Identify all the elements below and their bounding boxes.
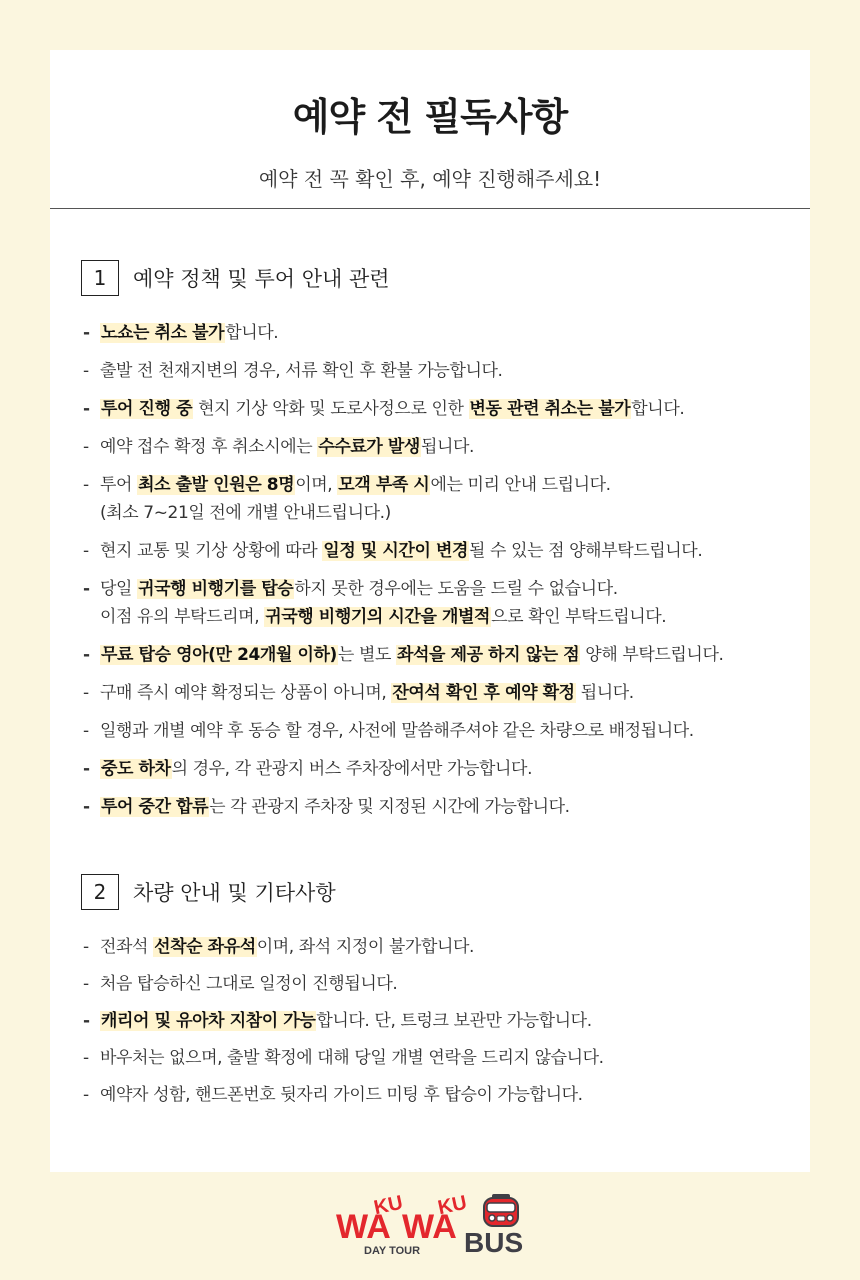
notice-item-line	[100, 641, 810, 669]
notice-text: 하지 못한 경우에는 도움을 드릴 수 없습니다.	[294, 579, 618, 599]
highlighted-text: 최소 출발 인원은 8명	[138, 475, 295, 495]
notice-item-line	[100, 793, 810, 821]
notice-item-line	[100, 537, 810, 565]
highlighted-text: 선착순 좌유석	[154, 937, 256, 957]
notice-item-line	[100, 499, 810, 527]
highlighted-text: 투어 진행 중	[101, 399, 193, 419]
notice-item-line	[100, 319, 810, 347]
bus-icon	[484, 1194, 518, 1226]
notice-text: 합니다. 단, 트렁크 보관만 가능합니다.	[316, 1011, 592, 1031]
logo-day-tour: DAY TOUR	[364, 1245, 421, 1257]
notice-item	[83, 319, 810, 347]
notice-item	[83, 1007, 810, 1035]
section-1-title: 예약 정책 및 투어 안내 관련	[133, 267, 390, 291]
section-2	[50, 873, 810, 1118]
notice-card	[50, 50, 810, 1172]
notice-text: 으로 확인 부탁드립니다.	[491, 607, 667, 627]
section-2-number: 2	[81, 874, 119, 910]
notice-item	[83, 395, 810, 423]
highlighted-text: 노쇼는 취소 불가	[101, 323, 225, 343]
notice-text: 투어	[100, 475, 138, 495]
notice-item	[83, 970, 810, 998]
notice-item-line	[100, 1007, 810, 1035]
notice-item-line	[100, 970, 810, 998]
section-2-heading	[81, 873, 810, 911]
highlighted-text: 일정 및 시간이 변경	[323, 541, 469, 561]
section-2-list	[50, 933, 810, 1109]
notice-text: 될 수 있는 점 양해부탁드립니다.	[469, 541, 703, 561]
notice-item	[83, 575, 810, 631]
notice-text: 구매 즉시 예약 확정되는 상품이 아니며,	[100, 683, 392, 703]
notice-item	[83, 1081, 810, 1109]
notice-item-line	[100, 933, 810, 961]
notice-text: 현지 교통 및 기상 상황에 따라	[100, 541, 323, 561]
wakuwaku-bus-logo	[334, 1188, 534, 1268]
notice-item-line	[100, 471, 810, 499]
page-subtitle: 예약 전 꼭 확인 후, 예약 진행해주세요!	[258, 167, 602, 191]
notice-item-line	[100, 1081, 810, 1109]
highlighted-text: 모객 부족 시	[338, 475, 430, 495]
notice-text: 일행과 개별 예약 후 동승 할 경우, 사전에 말씀해주셔야 같은 차량으로 배정됩니다.	[100, 721, 694, 741]
notice-item-line	[100, 1044, 810, 1072]
notice-text: 당일	[100, 579, 138, 599]
highlighted-text: 잔여석 확인 후 예약 확정	[392, 683, 575, 703]
notice-item-line	[100, 395, 810, 423]
notice-text: (최소 7~21일 전에 개별 안내드립니다.)	[100, 503, 391, 523]
notice-text: 이점 유의 부탁드리며,	[100, 607, 265, 627]
notice-text: 됩니다.	[575, 683, 634, 703]
notice-item	[83, 471, 810, 527]
header	[50, 50, 810, 209]
notice-text: 처음 탑승하신 그대로 일정이 진행됩니다.	[100, 974, 398, 994]
notice-item	[83, 933, 810, 961]
highlighted-text: 캐리어 및 유아차 지참이 가능	[101, 1011, 316, 1031]
section-1-list	[50, 319, 810, 821]
notice-item	[83, 755, 810, 783]
notice-item	[83, 793, 810, 821]
highlighted-text: 귀국행 비행기를 탑승	[138, 579, 294, 599]
logo-wa-2: WA	[402, 1208, 457, 1246]
highlighted-text: 무료 탑승 영아(만 24개월 이하)	[101, 645, 337, 665]
notice-text: 에는 미리 안내 드립니다.	[430, 475, 611, 495]
highlighted-text: 좌석을 제공 하지 않는 점	[397, 645, 580, 665]
notice-text: 전좌석	[100, 937, 154, 957]
notice-item	[83, 1044, 810, 1072]
logo-ku-1: KU	[371, 1191, 405, 1220]
notice-text: 바우처는 없으며, 출발 확정에 대해 당일 개별 연락을 드리지 않습니다.	[100, 1048, 604, 1068]
highlighted-text: 중도 하차	[101, 759, 171, 779]
logo-wa-1: WA	[336, 1208, 391, 1246]
notice-item	[83, 679, 810, 707]
notice-item	[83, 357, 810, 385]
section-2-title: 차량 안내 및 기타사항	[133, 881, 336, 905]
notice-text: 합니다.	[225, 323, 279, 343]
section-1	[50, 259, 810, 831]
notice-text: 이며, 좌석 지정이 불가합니다.	[256, 937, 475, 957]
notice-item-line	[100, 717, 810, 745]
notice-text: 의 경우, 각 관광지 버스 주차장에서만 가능합니다.	[171, 759, 533, 779]
logo-ku-2: KU	[435, 1191, 469, 1220]
notice-text: 합니다.	[631, 399, 685, 419]
notice-text: 양해 부탁드립니다.	[580, 645, 724, 665]
notice-text: 는 별도	[337, 645, 396, 665]
notice-item	[83, 717, 810, 745]
highlighted-text: 변동 관련 취소는 불가	[469, 399, 631, 419]
notice-item-line	[100, 357, 810, 385]
highlighted-text: 수수료가 발생	[318, 437, 420, 457]
notice-item-line	[100, 755, 810, 783]
logo-bus: BUS	[464, 1227, 524, 1258]
notice-item-line	[100, 575, 810, 603]
section-1-number: 1	[81, 260, 119, 296]
notice-item	[83, 537, 810, 565]
highlighted-text: 귀국행 비행기의 시간을 개별적	[265, 607, 491, 627]
notice-text: 출발 전 천재지변의 경우, 서류 확인 후 환불 가능합니다.	[100, 361, 503, 381]
notice-text: 됩니다.	[420, 437, 475, 457]
notice-item	[83, 641, 810, 669]
page-title: 예약 전 필독사항	[292, 95, 568, 139]
notice-text: 현지 기상 악화 및 도로사정으로 인한	[193, 399, 469, 419]
notice-text: 예약 접수 확정 후 취소시에는	[100, 437, 318, 457]
notice-item-line	[100, 433, 810, 461]
section-1-heading	[81, 259, 810, 297]
notice-text: 이며,	[295, 475, 338, 495]
notice-item	[83, 433, 810, 461]
notice-item-line	[100, 603, 810, 631]
notice-item-line	[100, 679, 810, 707]
notice-text: 는 각 관광지 주차장 및 지정된 시간에 가능합니다.	[209, 797, 570, 817]
highlighted-text: 투어 중간 합류	[101, 797, 209, 817]
notice-text: 예약자 성함, 핸드폰번호 뒷자리 가이드 미팅 후 탑승이 가능합니다.	[100, 1085, 583, 1105]
